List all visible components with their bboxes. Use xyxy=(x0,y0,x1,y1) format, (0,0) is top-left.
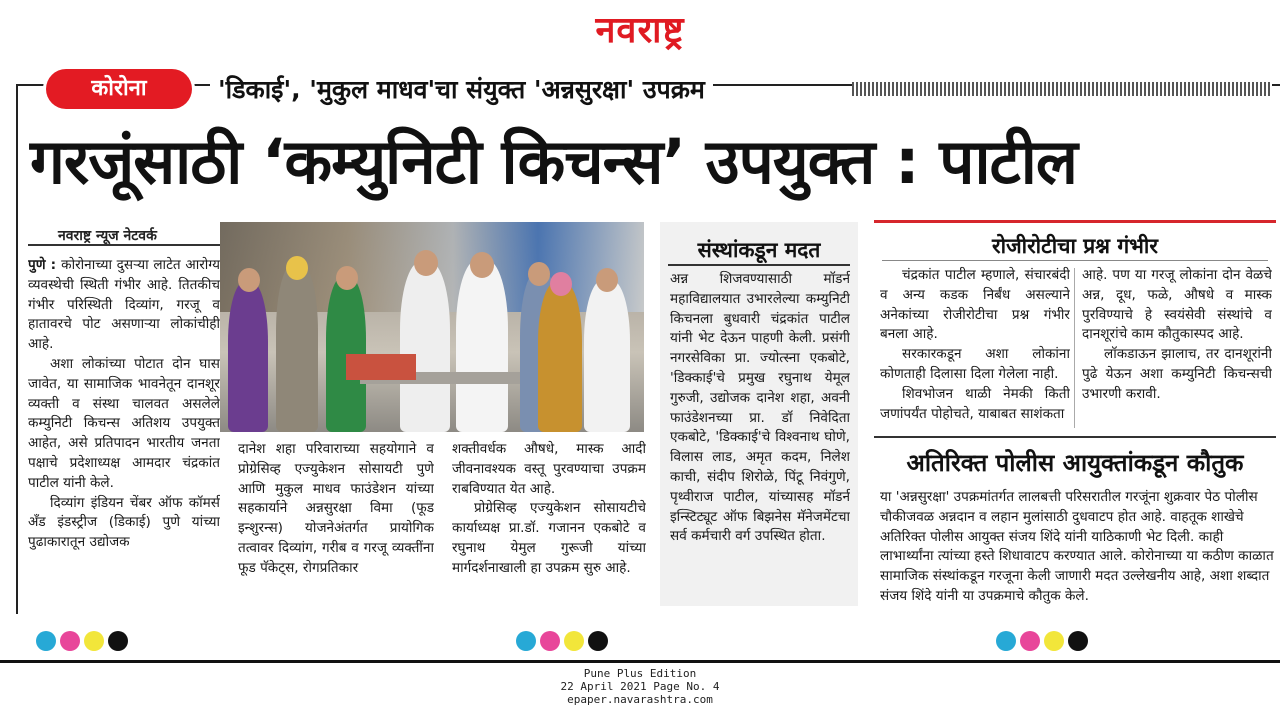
yellow-dot-icon xyxy=(564,631,584,651)
byline-rule xyxy=(28,244,220,246)
magenta-dot-icon xyxy=(1020,631,1040,651)
footer-rule xyxy=(0,660,1280,663)
section-red-rule xyxy=(874,220,1276,223)
cyan-dot-icon xyxy=(996,631,1016,651)
sidebar-body xyxy=(670,270,850,602)
article-paragraph: अशा लोकांच्या पोटात दोन घास जावेत, या सामाजिक भावनेतून दानशूर व्यक्ती व संस्था चालवत असलेले कम्युनिटी किचन्स अतिशय उपयुक्त आहेत, असे प्रतिपादन भारतीय जनता पक्षाचे प्रदेशाध्यक्ष आमदार चंद्रकांत पाटील यांनी केले. xyxy=(28,355,220,491)
article-paragraph: दिव्यांग इंडियन चेंबर ऑफ कॉमर्स अँड इंडस्ट्रीज (डिकाई) पुणे यांच्या पुढाकारातून उद्योजक xyxy=(28,494,220,551)
edition-name: Pune Plus Edition xyxy=(583,667,697,680)
edition-footer xyxy=(0,667,1280,706)
kicker-rule xyxy=(852,82,1272,96)
article-column-3 xyxy=(452,440,646,612)
main-headline: गरजूंसाठी ‘कम्युनिटी किचन्स’ उपयुक्त : पाटील xyxy=(30,125,1077,198)
cyan-dot-icon xyxy=(36,631,56,651)
article-paragraph: कोरोनाच्या दुसऱ्या लाटेत आरोग्य व्यवस्थेची स्थिती गंभीर आहे. तितकीच गंभीर परिस्थिती दिव्यांग, गरजू व हातावरचे पोट असणाऱ्या लोकांचीही आहे. xyxy=(28,257,220,353)
article-paragraph: चंद्रकांत पाटील म्हणाले, संचारबंदी व अन्य कडक निर्बंध असल्याने अनेकांच्या रोजीरोटीचा प्रश्न गंभीर बनला आहे. xyxy=(880,267,1070,343)
article-paragraph: शक्तीवर्धक औषधे, मास्क आदी जीवनावश्यक वस्तू पुरवण्याचा उपक्रम राबविण्यात येत आहे. xyxy=(452,441,646,497)
byline: नवराष्ट्र न्यूज नेटवर्क xyxy=(58,228,157,244)
black-dot-icon xyxy=(108,631,128,651)
article-paragraph: सरकारकडून अशा लोकांना कोणताही दिलासा दिला गेलेला नाही. xyxy=(880,346,1070,382)
article-column-2 xyxy=(238,440,434,612)
article-paragraph: प्रोग्रेसिव्ह एज्युकेशन सोसायटीचे कार्याध्यक्ष प्रा.डॉ. गजानन एकबोटे व रघुनाथ येमुल गुरूजी यांच्या मार्गदर्शनाखाली हा उपक्रम सुरु आहे. xyxy=(452,500,646,576)
masthead-logo: नवराष्ट्र xyxy=(595,10,685,51)
magenta-dot-icon xyxy=(540,631,560,651)
sidebar-title: संस्थांकडून मदत xyxy=(697,238,821,262)
article-paragraph: लॉकडाऊन झालाच, तर दानशूरांनी पुढे येऊन अशा कम्युनिटी किचन्सची उभारणी करावी. xyxy=(1082,346,1272,402)
kicker-headline: 'डिकाई', 'मुकुल माधव'चा संयुक्त 'अन्नसुरक्षा' उपक्रम xyxy=(210,72,713,106)
section-tag: कोरोना xyxy=(46,69,192,109)
sidebar-rule xyxy=(668,264,850,266)
article-paragraph: दानेश शहा परिवाराच्या सहयोगाने व प्रोग्रेसिव्ह एज्युकेशन सोसायटी पुणे आणि मुकुल माधव फाउंडेशन यांच्या सहकार्याने अन्नसुरक्षा विमा (फूड इन्शुरन्स) योजनेअंतर्गत प्रायोगिक तत्वावर दिव्यांग, गरीब व गरजू व्यक्तींना फूड पॅकेट्स, रोगप्रतिकार xyxy=(238,441,434,576)
section-roji-column-right xyxy=(1082,266,1272,432)
article-paragraph: आहे. पण या गरजू लोकांना दोन वेळचे अन्न, दूध, फळे, औषधे व मास्क पुरविण्याचे हे स्वयंसेवी संस्थांचे व दानशूरांचे काम कौतुकास्पद आहे. xyxy=(1082,267,1272,343)
edition-site: epaper.navarashtra.com xyxy=(567,693,713,706)
column-divider xyxy=(1074,268,1075,428)
edition-date-page: 22 April 2021 Page No. 4 xyxy=(560,680,720,693)
article-paragraph: या 'अन्नसुरक्षा' उपक्रमांतर्गत लालबत्ती परिसरातील गरजूंना शुक्रवार पेठ पोलीस चौकीजवळ अन्नदान व लहान मुलांसाठी दुधवाटप होत आहे. वाहतूक शाखेचे अतिरिक्त पोलीस आयुक्त संजय शिंदे यांनी याठिकाणी भेट दिली. काही लाभार्थ्यांना त्यांच्या हस्ते शिधावाटप करण्यात आले. कोरोनाच्या या कठीण काळात सामाजिक संस्थांकडून गरजूना केली जाणारी मदत उल्लेखनीय आहे, अशा शब्दात संजय शिंदे यांनी या उपक्रमाचे कौतुक केले. xyxy=(880,489,1274,604)
section-roji-title: रोजीरोटीचा प्रश्न गंभीर xyxy=(992,234,1158,258)
cyan-dot-icon xyxy=(516,631,536,651)
sidebar-paragraph: अन्न शिजवण्यासाठी मॉडर्न महाविद्यालयात उभारलेल्या कम्युनिटी किचनला बुधवारी चंद्रकांत पाटील यांनी भेट देऊन पाहणी केली. प्रसंगी नगरसेविका प्रा. ज्योत्स्ना एकबोटे, 'डिक्काई'चे प्रमुख रघुनाथ येमूल गुरुजी, उद्योजक दानेश शहा, अवनी फाउंडेशनच्या प्रा. डॉ निवेदिता एकबोटे, 'डिक्काई'चे विश्वनाथ घोणे, विलास लाड, अमृत कदम, निलेश काची, संदीप शिरोळे, पिंटू निवंगुणे, पृथ्वीराज पाटील, यांच्यासह मॉडर्न इन्स्टिट्यूट ऑफ बिझनेस मॅनेजमेंटचा सर्व कर्मचारी वर्ग उपस्थित होता. xyxy=(670,271,850,545)
registration-marks-center xyxy=(516,631,608,651)
black-dot-icon xyxy=(1068,631,1088,651)
yellow-dot-icon xyxy=(84,631,104,651)
section-police-title: अतिरिक्त पोलीस आयुक्तांकडून कौतुक xyxy=(906,449,1244,477)
registration-marks-right xyxy=(996,631,1088,651)
article-column-1: पुणे : कोरोनाच्या दुसऱ्या लाटेत आरोग्य व्यवस्थेची स्थिती गंभीर आहे. तितकीच गंभीर परिस्थिती दिव्यांग, गरजू व हातावरचे पोट असणाऱ्या लोकांचीही आहे. अशा लोकांच्या पोटात दोन घास जावेत, या सामाजिक भावनेतून दानशूर व्यक्ती व संस्था चालवत असलेले कम्युनिटी किचन्स अतिशय उपयुक्त आहेत, असे प्रतिपादन भारतीय जनता पक्षाचे प्रदेशाध्यक्ष आमदार चंद्रकांत पाटील यांनी केले. दिव्यांग इंडियन चेंबर ऑफ कॉमर्स अँड इंडस्ट्रीज (डिकाई) पुणे यांच्या पुढाकारातून उद्योजक xyxy=(28,256,220,610)
black-dot-icon xyxy=(588,631,608,651)
article-paragraph: शिवभोजन थाळी नेमकी किती जणांपर्यंत पोहोचते, याबाबत साशंकता xyxy=(880,385,1070,422)
dateline: पुणे xyxy=(28,257,46,273)
registration-marks-left xyxy=(36,631,128,651)
section-police-body xyxy=(880,488,1276,610)
section-roji-rule xyxy=(882,260,1268,261)
section-roji-column-left xyxy=(880,266,1070,432)
news-photo xyxy=(220,222,644,432)
magenta-dot-icon xyxy=(60,631,80,651)
yellow-dot-icon xyxy=(1044,631,1064,651)
section-police-rule xyxy=(874,436,1276,438)
